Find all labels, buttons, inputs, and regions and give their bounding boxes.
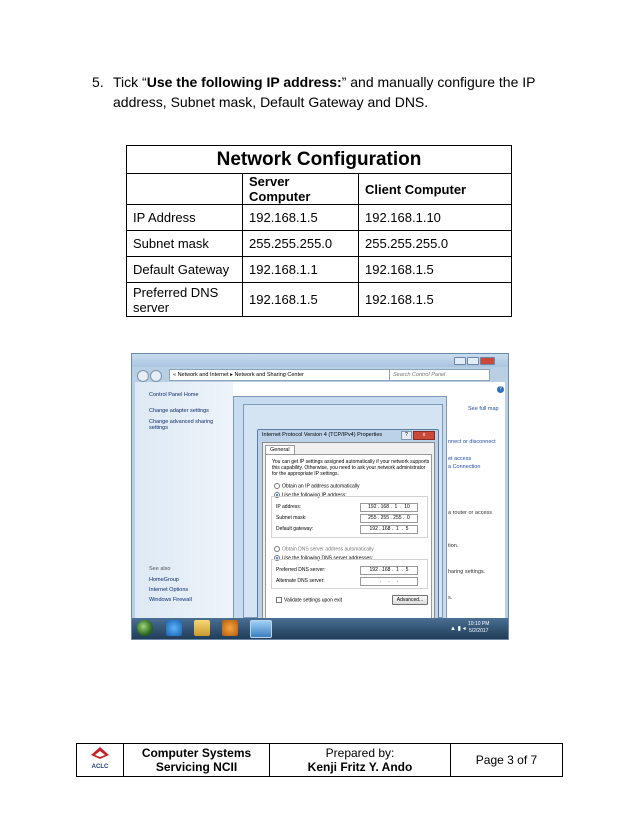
change-adapter-link[interactable]: Change adapter settings — [149, 408, 209, 414]
subnet-mask-label: Subnet mask: — [276, 515, 307, 521]
back-icon[interactable] — [137, 370, 149, 382]
server-value: 192.168.1.5 — [243, 205, 359, 231]
windows-screenshot — [131, 353, 509, 640]
step-prefix: Tick “ — [113, 74, 147, 90]
change-sharing-link[interactable]: Change advanced sharing — [149, 419, 214, 425]
clock[interactable] — [468, 621, 489, 635]
forward-icon[interactable] — [150, 370, 162, 382]
network-config-table — [126, 145, 512, 317]
homegroup-link[interactable]: HomeGroup — [149, 577, 179, 583]
network-window-taskbar-icon[interactable] — [250, 620, 272, 638]
step-bold-text: Use the following IP address: — [146, 74, 342, 90]
explorer-folder-icon[interactable] — [194, 620, 210, 636]
internet-explorer-icon[interactable] — [166, 620, 182, 636]
validate-checkbox[interactable] — [276, 597, 342, 603]
breadcrumb[interactable]: « Network and Internet ▸ Network and Sharing Center — [169, 369, 392, 381]
clock-date: 5/2/2017 — [468, 628, 489, 634]
aclc-logo — [88, 745, 112, 775]
internet-options-link[interactable]: Internet Options — [149, 587, 189, 593]
left-pane — [135, 382, 233, 618]
dialog-title: Internet Protocol Version 4 (TCP/IPv4) Properties — [262, 432, 383, 438]
subnet-mask-field[interactable]: 255 . 255 . 255 . 0 — [360, 514, 418, 523]
header-server: Server Computer — [243, 174, 359, 205]
row-label: IP Address — [127, 205, 243, 231]
logo-cell — [77, 744, 124, 777]
prepared-label: Prepared by: — [325, 746, 395, 760]
ip-address-field[interactable]: 192 . 168 . 1 . 10 — [360, 503, 418, 512]
clock-time: 10:10 PM — [468, 621, 490, 627]
tion-text: tion. — [448, 543, 459, 549]
connect-link[interactable]: nnect or disconnect — [448, 439, 496, 445]
preferred-dns-label: Preferred DNS server: — [276, 567, 326, 573]
tab-general[interactable]: General — [265, 445, 295, 454]
step-number: 5. — [92, 74, 104, 90]
client-value: 192.168.1.10 — [359, 205, 512, 231]
client-value: 192.168.1.5 — [359, 283, 512, 317]
table-title: Network Configuration — [127, 146, 512, 174]
manual-ip-label: Use the following IP address: — [282, 492, 347, 499]
change-sharing-link-2[interactable]: settings — [149, 425, 168, 431]
table-row — [127, 231, 512, 257]
client-value: 192.168.1.5 — [359, 257, 512, 283]
step-text — [113, 72, 572, 112]
dialog-body — [262, 442, 435, 640]
dialog-description: You can get IP settings assigned automatically if your network supports this capability. Otherwise, you need to ask your network administrator for the appropriate IP settings. — [272, 459, 430, 477]
access-link: et access — [448, 456, 472, 462]
help-icon[interactable]: ? — [497, 386, 504, 393]
table-row — [127, 283, 512, 317]
row-label: Subnet mask — [127, 231, 243, 257]
dialog-close-button[interactable]: x — [413, 431, 435, 440]
footer-table — [76, 743, 563, 777]
minimize-button[interactable] — [454, 357, 466, 365]
router-text: a router or access — [448, 510, 493, 516]
control-panel-content — [135, 382, 505, 618]
window-titlebar — [132, 354, 508, 367]
s-text: s. — [448, 595, 453, 601]
connection-link[interactable]: a Connection — [448, 464, 481, 470]
manual-dns-label: Use the following DNS server addresses: — [282, 555, 374, 562]
windows-firewall-link[interactable]: Windows Firewall — [149, 597, 192, 603]
prepared-cell — [270, 744, 451, 777]
server-value: 192.168.1.5 — [243, 283, 359, 317]
auto-dns-label: Obtain DNS server address automatically — [282, 546, 374, 553]
logo-text: ACLC — [91, 764, 109, 770]
tray-icons[interactable]: ▲ ▮ ◂ — [450, 626, 466, 632]
ip-address-label: IP address: — [276, 504, 302, 510]
course-line-1: Computer Systems — [141, 746, 252, 760]
see-full-map-link[interactable]: See full map — [468, 406, 499, 412]
course-cell — [124, 744, 270, 777]
header-client: Client Computer — [359, 174, 512, 205]
server-value: 255.255.255.0 — [243, 231, 359, 257]
row-label: Preferred DNS server — [127, 283, 243, 317]
close-button[interactable] — [480, 357, 495, 365]
start-icon[interactable] — [137, 620, 153, 636]
default-gateway-field[interactable]: 192 . 168 . 1 . 5 — [360, 525, 418, 534]
maximize-button[interactable] — [467, 357, 479, 365]
client-value: 255.255.255.0 — [359, 231, 512, 257]
alternate-dns-field[interactable]: . . . — [360, 577, 418, 586]
step-suffix: ” and manually configure the IP address, Subnet mask, Default Gateway and DNS. — [113, 74, 536, 110]
sharing-settings-text: haring settings. — [448, 569, 486, 575]
auto-dns-radio[interactable] — [274, 546, 374, 552]
header-empty — [127, 174, 243, 205]
step-5-instruction — [92, 72, 572, 112]
dialog-help-button[interactable]: ? — [401, 431, 412, 440]
preferred-dns-field[interactable]: 192 . 168 . 1 . 5 — [360, 566, 418, 575]
control-panel-home-link[interactable]: Control Panel Home — [149, 392, 199, 398]
ipv4-properties-dialog — [257, 429, 439, 640]
page-number: Page 3 of 7 — [451, 744, 563, 777]
media-player-icon[interactable] — [222, 620, 238, 636]
auto-ip-label: Obtain an IP address automatically — [282, 483, 360, 490]
auto-ip-radio[interactable] — [274, 483, 359, 489]
search-input[interactable]: Search Control Panel — [389, 369, 490, 381]
general-panel — [265, 454, 432, 638]
see-also-heading: See also — [149, 566, 171, 572]
table-row — [127, 257, 512, 283]
author-name: Kenji Fritz Y. Ando — [307, 760, 413, 774]
radio-icon — [274, 483, 280, 489]
table-row — [127, 205, 512, 231]
radio-icon — [274, 546, 280, 552]
server-value: 192.168.1.1 — [243, 257, 359, 283]
taskbar — [132, 618, 508, 639]
validate-label: Validate settings upon exit — [284, 597, 343, 604]
course-line-2: Servicing NCII — [155, 760, 238, 774]
row-label: Default Gateway — [127, 257, 243, 283]
checkbox-icon — [276, 597, 282, 603]
default-gateway-label: Default gateway: — [276, 526, 314, 532]
address-bar — [135, 369, 505, 381]
advanced-button[interactable]: Advanced... — [392, 595, 428, 605]
alternate-dns-label: Alternate DNS server: — [276, 578, 325, 584]
